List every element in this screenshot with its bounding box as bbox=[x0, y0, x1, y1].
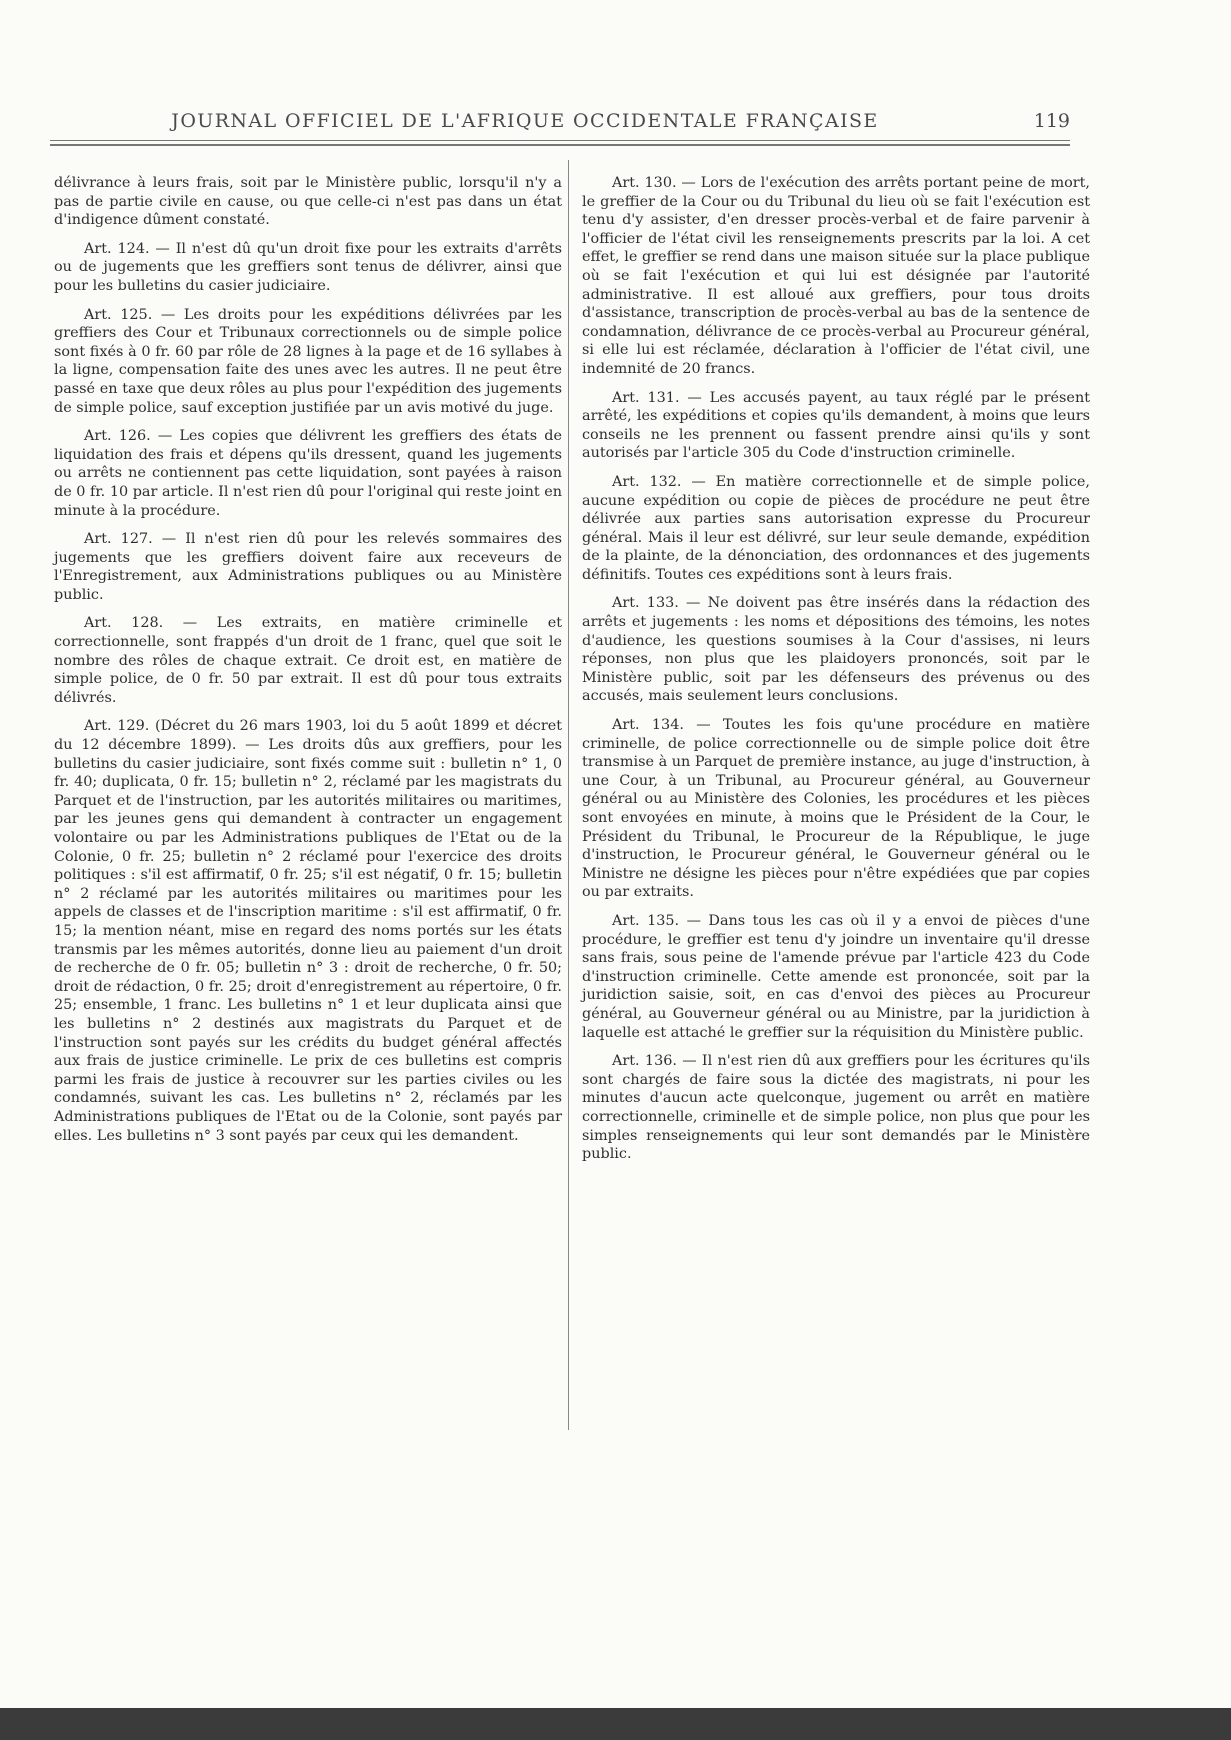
article-136: Art. 136. — Il n'est rien dû aux greffiers pour les écritures qu'ils sont chargés de faire sous la dictée des magistrats, ni pour les minutes d'aucun acte quelconque, jugement ou arrêt en matière correctionnelle, criminelle et de simple police, non plus que pour les simples renseignements qui leur sont demandés par le Ministère public. bbox=[582, 1053, 1090, 1163]
left-column bbox=[54, 174, 562, 1155]
right-column bbox=[582, 174, 1090, 1174]
article-124: Art. 124. — Il n'est dû qu'un droit fixe pour les extraits d'arrêts ou de jugements que les greffiers sont tenus de délivrer, ainsi que pour les bulletins du casier judiciaire. bbox=[54, 240, 562, 294]
page-number: 119 bbox=[1033, 110, 1070, 132]
header-rule bbox=[50, 140, 1070, 141]
header-rule-double bbox=[50, 144, 1070, 146]
page-header bbox=[50, 110, 1070, 134]
article-132: Art. 132. — En matière correctionnelle et de simple police, aucune expédition ou copie de pièces de procédure ne peut être délivrée aux parties sans autorisation expresse du Procureur général. Mais il leur est délivré, sur leur seule demande, expédition de la plainte, de la dénonciation, des ordonnances et des jugements définitifs. Toutes ces expéditions sont à leurs frais. bbox=[582, 473, 1090, 583]
article-125: Art. 125. — Les droits pour les expéditions délivrées par les greffiers des Cour et Tribunaux correctionnels ou de simple police sont fixés à 0 fr. 60 par rôle de 28 lignes à la page et de 16 syllabes à la ligne, compensation faite des unes avec les autres. Il ne peut être passé en taxe que deux rôles au plus pour l'expédition des jugements de simple police, sauf exception justifiée par un avis motivé du juge. bbox=[54, 306, 562, 416]
article-128: Art. 128. — Les extraits, en matière criminelle et correctionnelle, sont frappés d'un droit de 1 franc, quel que soit le nombre des rôles de chaque extrait. Ce droit est, en matière de simple police, de 0 fr. 50 par extrait. Il est dû pour tous extraits délivrés. bbox=[54, 615, 562, 706]
article-131: Art. 131. — Les accusés payent, au taux réglé par le présent arrêté, les expéditions et copies qu'ils demandent, à moins que leurs conseils ne les prennent ou fassent prendre ainsi qu'ils y sont autorisés par l'article 305 du Code d'instruction criminelle. bbox=[582, 389, 1090, 462]
scan-border bbox=[0, 1708, 1231, 1740]
paragraph-continuation: délivrance à leurs frais, soit par le Ministère public, lorsqu'il n'y a pas de partie civile en cause, ou que celle-ci n'est pas dans un état d'indigence dûment constaté. bbox=[54, 175, 562, 229]
article-130: Art. 130. — Lors de l'exécution des arrêts portant peine de mort, le greffier de la Cour ou du Tribunal du lieu où se fait l'exécution est tenu d'y assister, d'en dresser procès-verbal et de faire parvenir à l'officier de l'état civil les renseignements prescrits par la loi. A cet effet, le greffier se rend dans une maison située sur la place publique où se fait l'exécution et qui lui est désignée par l'autorité administrative. Il est alloué aux greffiers, pour tous droits d'assistance, transcription de procès-verbal au bas de la sentence de condamnation, délivrance de ce procès-verbal au Procureur général, si elle lui est réclamée, déclaration à l'officier de l'état civil, une indemnité de 20 francs. bbox=[582, 175, 1090, 377]
article-135: Art. 135. — Dans tous les cas où il y a envoi de pièces d'une procédure, le greffier est tenu d'y joindre un inventaire qu'il dresse sans frais, sous peine de l'amende prévue par l'article 423 du Code d'instruction criminelle. Cette amende est prononcée, soit par la juridiction saisie, soit, en cas d'envoi des pièces au Procureur général, au Gouverneur général ou au Ministre, par la juridiction à laquelle est attaché le greffier sur la réquisition du Ministère public. bbox=[582, 912, 1090, 1041]
article-127: Art. 127. — Il n'est rien dû pour les relevés sommaires des jugements que les greffiers doivent faire aux receveurs de l'Enregistrement, aux Administrations publiques ou au Ministère public. bbox=[54, 531, 562, 603]
article-133: Art. 133. — Ne doivent pas être insérés dans la rédaction des arrêts et jugements : les noms et dépositions des témoins, les notes d'audience, les questions soumises à la Cour d'assises, ni leurs réponses, non plus que les plaidoyers prononcés, soit par le Ministère public, soit par les défenseurs des prévenus ou des accusés, mais seulement leurs conclusions. bbox=[582, 595, 1090, 705]
article-134: Art. 134. — Toutes les fois qu'une procédure en matière criminelle, de police correctionnelle ou de simple police doit être transmise à un Parquet de première instance, au juge d'instruction, à une Cour, à un Tribunal, au Procureur général, au Gouverneur général ou au Ministère des Colonies, les procédures et les pièces sont envoyées en minute, à moins que le Président de la Cour, le Président du Tribunal, le Procureur de la République, le juge d'instruction, le Procureur général, le Gouverneur général ou le Ministre ne désigne les pièces pour n'être expédiées que par copies ou par extraits. bbox=[582, 717, 1090, 901]
column-divider bbox=[568, 160, 569, 1430]
journal-title: JOURNAL OFFICIEL DE L'AFRIQUE OCCIDENTALE FRANÇAISE bbox=[171, 110, 879, 132]
article-129: Art. 129. (Décret du 26 mars 1903, loi du 5 août 1899 et décret du 12 décembre 1899). — Les droits dûs aux greffiers, pour les bulletins du casier judiciaire, sont fixés comme suit : bulletin n° 1, 0 fr. 40; duplicata, 0 fr. 15; bulletin n° 2, réclamé par les magistrats du Parquet et de l'instruction, par les autorités militaires ou maritimes, par les jeunes gens qui demandent à contracter un engagement volontaire ou par les Administrations publiques de l'Etat ou de la Colonie, 0 fr. 25; bulletin n° 2 réclamé pour l'exercice des droits politiques : s'il est affirmatif, 0 fr. 25; s'il est négatif, 0 fr. 15; bulletin n° 2 réclamé par les autorités militaires ou maritimes pour les appels de classes et de l'inscription maritime : s'il est affirmatif, 0 fr. 15; la mention néant, mise en regard des noms portés sur les états transmis par les mêmes autorités, donne lieu au paiement d'un droit de recherche de 0 fr. 05; bulletin n° 3 : droit de recherche, 0 fr. 50; droit de rédaction, 0 fr. 25; droit d'enregistrement au répertoire, 0 fr. 25; ensemble, 1 franc. Les bulletins n° 1 et leur duplicata ainsi que les bulletins n° 2 destinés aux magistrats du Parquet et de l'instruction sont payés sur les crédits du budget général affectés aux frais de justice criminelle. Le prix de ces bulletins est compris parmi les frais de justice à recouvrer sur les parties civiles ou les condamnés, suivant les cas. Les bulletins n° 2, réclamés par les Administrations publiques de l'Etat ou de la Colonie, sont payés par elles. Les bulletins n° 3 sont payés par ceux qui les demandent. bbox=[54, 718, 562, 1144]
article-126: Art. 126. — Les copies que délivrent les greffiers des états de liquidation des frais et dépens qu'ils dressent, quand les jugements ou arrêts ne contiennent pas cette liquidation, sont payées à raison de 0 fr. 10 par article. Il n'est rien dû pour l'original qui reste joint en minute à la procédure. bbox=[54, 428, 562, 519]
